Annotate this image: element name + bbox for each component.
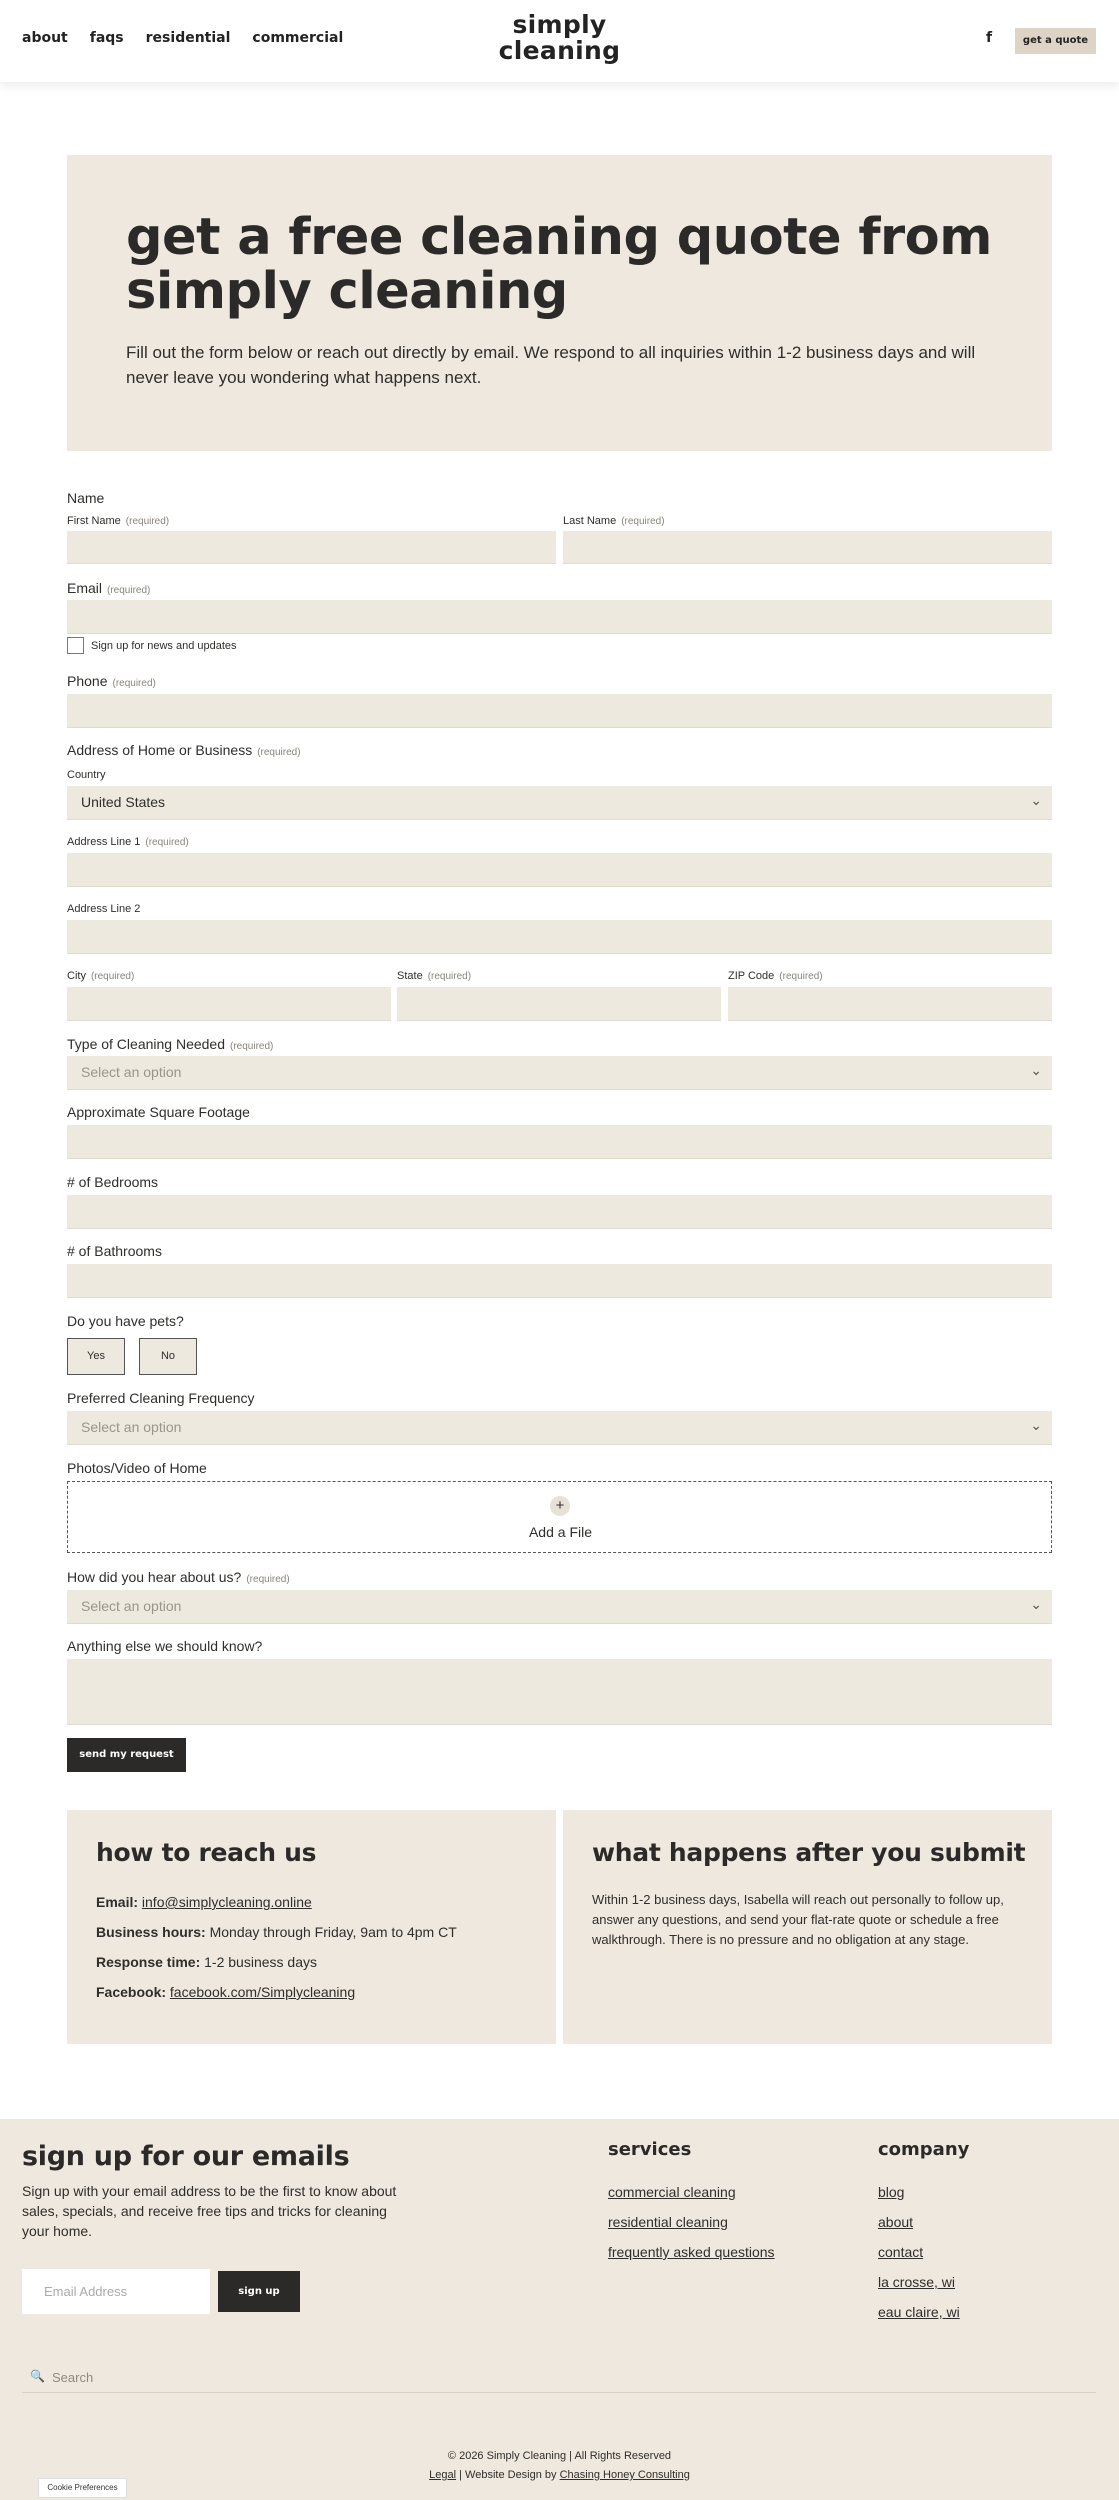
zip-text: ZIP Code	[728, 970, 775, 982]
services-title: services	[608, 2139, 692, 2160]
hours-info-label: Business hours:	[96, 1924, 206, 1940]
site-header	[0, 0, 1119, 82]
required-tag: (required)	[246, 1574, 290, 1585]
name-label: Name	[67, 490, 105, 506]
newsletter-email-input[interactable]: Email Address	[22, 2269, 210, 2314]
cleaning-type-select[interactable]	[67, 1056, 1052, 1090]
bathrooms-input[interactable]	[67, 1264, 1052, 1298]
copyright: © 2026 Simply Cleaning | All Rights Reserved	[447, 2450, 672, 2462]
anything-label: Anything else we should know?	[67, 1638, 263, 1654]
first-name-text: First Name	[67, 515, 121, 527]
required-tag: (required)	[427, 971, 472, 982]
footer-link-about[interactable]: about	[878, 2214, 914, 2230]
phone-label	[67, 673, 156, 689]
chevron-down-icon: ⌄	[1030, 1418, 1042, 1434]
after-submit-panel	[563, 1810, 1052, 2044]
facebook-info-label: Facebook:	[96, 1984, 167, 2000]
pets-yes-button[interactable]: Yes	[67, 1338, 125, 1375]
sign-up-button[interactable]: sign up	[218, 2271, 300, 2312]
city-text: City	[67, 970, 86, 982]
footer-search[interactable]	[22, 2367, 1096, 2393]
address-line2-input[interactable]	[67, 920, 1052, 954]
address-line1-text: Address Line 1	[67, 836, 141, 848]
hours-info	[96, 1924, 457, 1940]
facebook-link[interactable]: facebook.com/Simplycleaning	[169, 1984, 356, 2000]
email-input[interactable]	[67, 600, 1052, 634]
hero-section	[67, 155, 1052, 451]
last-name-input[interactable]	[563, 531, 1052, 564]
site-logo[interactable]	[0, 12, 1119, 64]
legal-link[interactable]: Legal	[429, 2469, 457, 2481]
state-input[interactable]	[397, 987, 721, 1021]
cleaning-type-text: Type of Cleaning Needed	[67, 1036, 225, 1052]
nav-about[interactable]: about	[22, 30, 68, 46]
cleaning-type-label	[67, 1036, 273, 1052]
chevron-down-icon: ⌄	[1030, 1597, 1042, 1613]
reach-us-title: how to reach us	[96, 1838, 317, 1867]
hear-text: How did you hear about us?	[67, 1569, 242, 1585]
first-name-input[interactable]	[67, 531, 556, 564]
required-tag: (required)	[112, 678, 156, 689]
zip-label	[728, 970, 823, 982]
footer-link-residential[interactable]: residential cleaning	[608, 2214, 728, 2230]
email-info-label: Email:	[96, 1894, 139, 1910]
last-name-text: Last Name	[563, 515, 617, 527]
search-placeholder: Search	[52, 2370, 94, 2385]
frequency-select[interactable]	[67, 1411, 1052, 1445]
phone-input[interactable]	[67, 694, 1052, 728]
photos-label: Photos/Video of Home	[67, 1460, 207, 1476]
response-value: 1-2 business days	[204, 1954, 317, 1970]
city-label	[67, 970, 134, 982]
frequency-label: Preferred Cleaning Frequency	[67, 1390, 255, 1406]
send-request-button[interactable]: send my request	[67, 1738, 186, 1772]
after-submit-title: what happens after you submit	[592, 1838, 1026, 1867]
facebook-info	[96, 1984, 355, 2000]
required-tag: (required)	[779, 971, 823, 982]
reach-us-panel	[67, 1810, 556, 2044]
required-tag: (required)	[257, 747, 301, 758]
newsletter-label: Sign up for news and updates	[91, 640, 237, 652]
email-label-text: Email	[67, 580, 103, 596]
state-label	[397, 970, 471, 982]
page-title: get a free cleaning quote from simply cleaning	[126, 208, 992, 321]
anything-textarea[interactable]	[67, 1659, 1052, 1725]
footer-link-contact[interactable]: contact	[878, 2244, 924, 2260]
credits	[0, 2469, 1119, 2481]
chevron-down-icon: ⌄	[1030, 1063, 1042, 1079]
country-value: United States	[81, 794, 166, 810]
required-tag: (required)	[230, 1041, 274, 1052]
nav-faqs[interactable]: faqs	[89, 30, 124, 46]
facebook-icon[interactable]: f	[986, 30, 993, 46]
logo-line1: simply	[512, 10, 607, 39]
chevron-down-icon: ⌄	[1030, 793, 1042, 809]
required-tag: (required)	[145, 837, 189, 848]
state-text: State	[397, 970, 423, 982]
required-tag: (required)	[621, 516, 665, 527]
pets-label: Do you have pets?	[67, 1313, 184, 1329]
address-line1-label	[67, 836, 189, 848]
select-placeholder: Select an option	[81, 1419, 182, 1435]
sqft-label: Approximate Square Footage	[67, 1104, 250, 1120]
phone-label-text: Phone	[67, 673, 108, 689]
address-label-text: Address of Home or Business	[67, 742, 253, 758]
bedrooms-input[interactable]	[67, 1195, 1052, 1229]
footer-link-faq[interactable]: frequently asked questions	[608, 2244, 775, 2260]
footer-link-la-crosse[interactable]: la crosse, wi	[878, 2274, 956, 2290]
company-title: company	[878, 2139, 970, 2160]
last-name-label	[563, 515, 665, 527]
response-info-label: Response time:	[96, 1954, 201, 1970]
plus-icon: +	[550, 1496, 570, 1516]
cookie-preferences-button[interactable]: Cookie Preferences	[38, 2478, 127, 2498]
add-file-label: Add a File	[528, 1524, 593, 1540]
zip-input[interactable]	[728, 987, 1052, 1021]
footer-link-blog[interactable]: blog	[878, 2184, 905, 2200]
file-upload-area[interactable]	[67, 1481, 1052, 1553]
site-footer	[0, 2119, 1119, 2500]
address-label	[67, 742, 301, 758]
pets-no-button[interactable]: No	[139, 1338, 197, 1375]
select-placeholder: Select an option	[81, 1064, 182, 1080]
hours-value: Monday through Friday, 9am to 4pm CT	[209, 1924, 457, 1940]
address-line1-input[interactable]	[67, 853, 1052, 887]
after-submit-text: Within 1-2 business days, Isabella will reach out personally to follow up, answer any questions, and send your flat-rate quote or schedule a free walkthrough. There is no pressure and no obligation at any stage.	[592, 1892, 1004, 1947]
hear-label	[67, 1569, 290, 1585]
designer-link[interactable]: Chasing Honey Consulting	[559, 2469, 690, 2481]
footer-link-eau-claire[interactable]: eau claire, wi	[878, 2304, 960, 2320]
signup-title: sign up for our emails	[22, 2141, 350, 2172]
credits-text: | Website Design by	[456, 2469, 560, 2481]
footer-link-commercial[interactable]: commercial cleaning	[608, 2184, 736, 2200]
nav-residential[interactable]: residential	[145, 30, 231, 46]
required-tag: (required)	[90, 971, 135, 982]
response-info	[96, 1954, 317, 1970]
email-info	[96, 1894, 312, 1910]
newsletter-checkbox[interactable]	[67, 637, 84, 654]
logo-line2: cleaning	[498, 36, 621, 65]
city-input[interactable]	[67, 987, 391, 1021]
country-label: Country	[67, 769, 106, 781]
country-select[interactable]	[67, 786, 1052, 820]
get-a-quote-button[interactable]: get a quote	[1015, 28, 1096, 54]
bathrooms-label: # of Bathrooms	[67, 1243, 162, 1259]
email-label	[67, 580, 150, 596]
nav-commercial[interactable]: commercial	[252, 30, 344, 46]
bedrooms-label: # of Bedrooms	[67, 1174, 159, 1190]
first-name-label	[67, 515, 169, 527]
signup-text: Sign up with your email address to be the first to know about sales, specials, and receive free tips and tricks for cleaning your home.	[22, 2183, 397, 2239]
search-icon: 🔍	[30, 2369, 45, 2383]
select-placeholder: Select an option	[81, 1598, 182, 1614]
email-link[interactable]: info@simplycleaning.online	[141, 1894, 312, 1910]
sqft-input[interactable]	[67, 1125, 1052, 1159]
hear-select[interactable]	[67, 1590, 1052, 1624]
required-tag: (required)	[107, 585, 151, 596]
required-tag: (required)	[125, 516, 170, 527]
address-line2-label: Address Line 2	[67, 903, 141, 915]
hero-description: Fill out the form below or reach out directly by email. We respond to all inquiries within 1-2 business days and will never leave you wondering what happens next.	[126, 343, 976, 387]
